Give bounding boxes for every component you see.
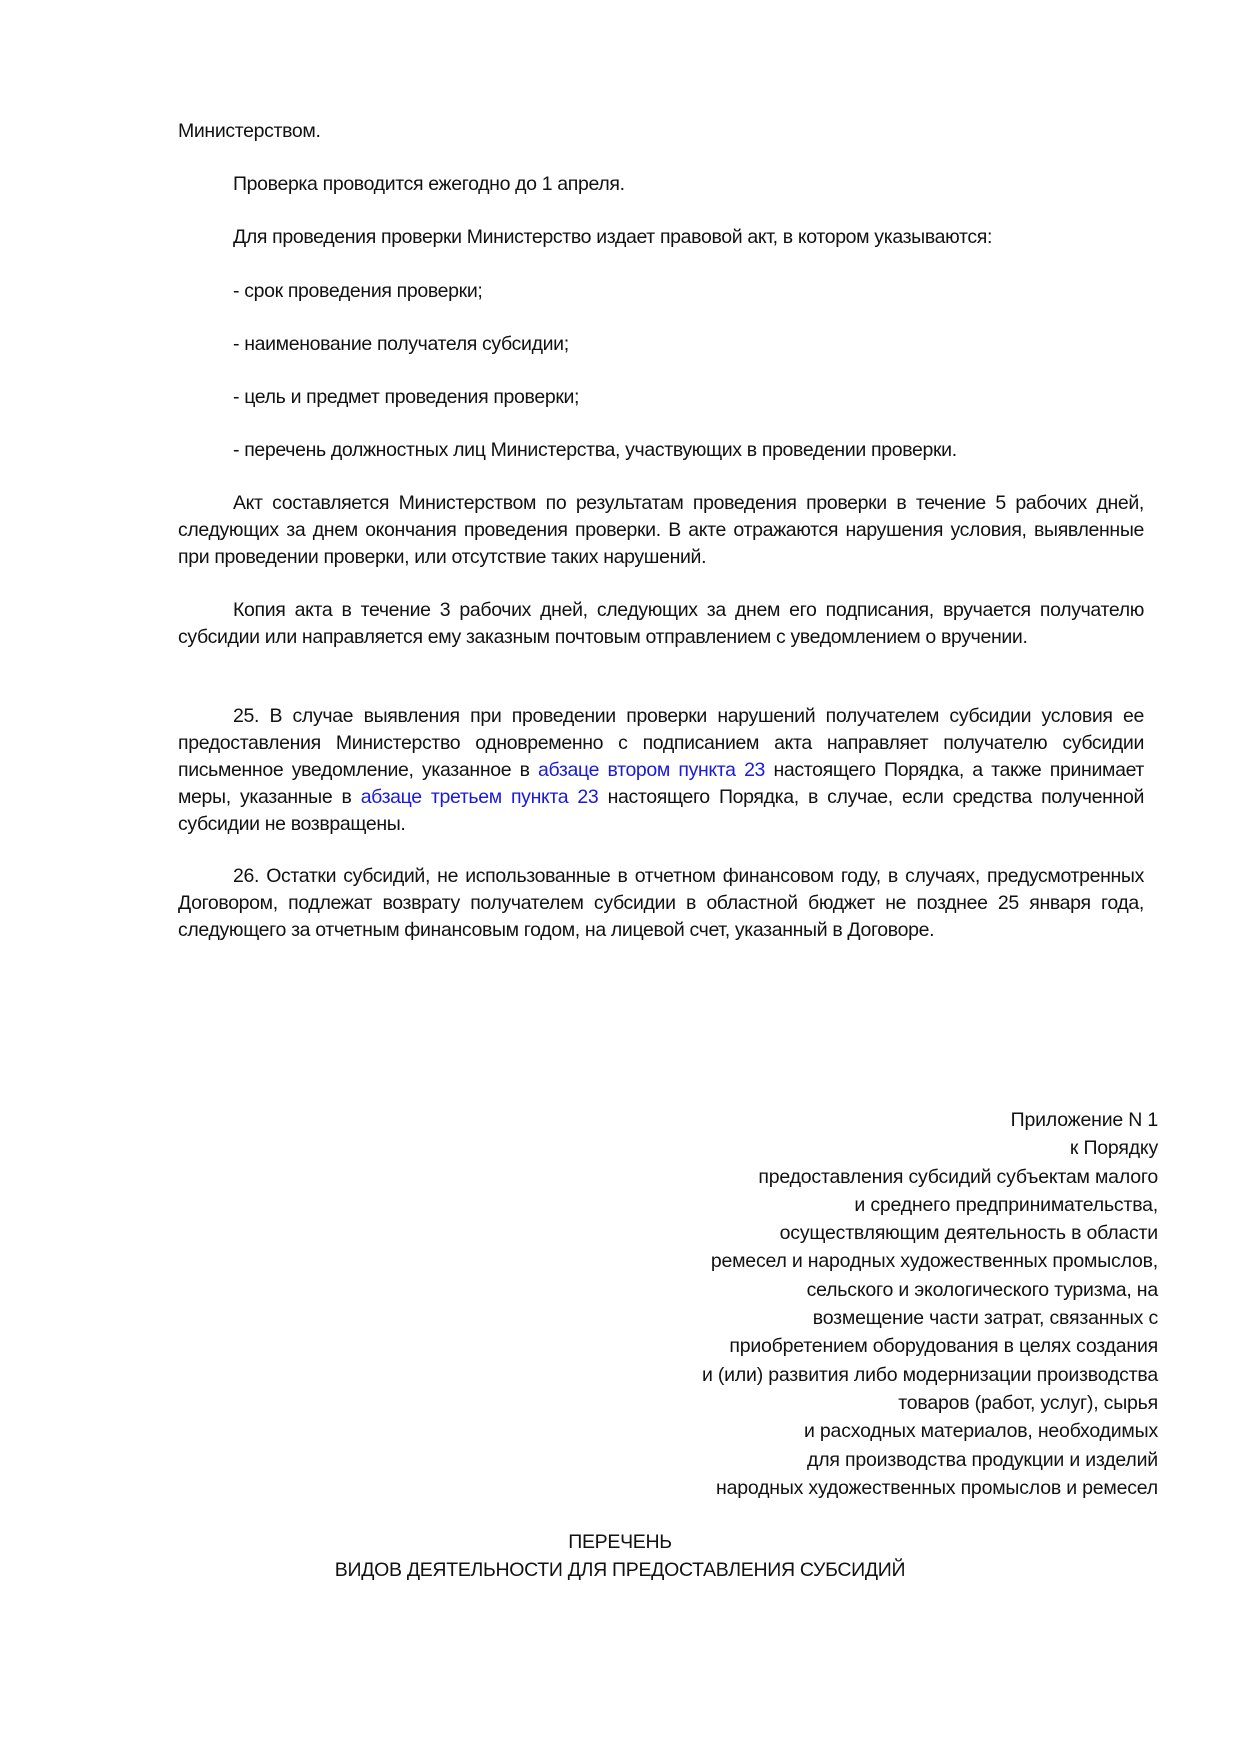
list-title: ПЕРЕЧЕНЬ	[568, 1531, 672, 1553]
link-paragraph-3-item-23[interactable]: абзаце третьем пункта 23	[360, 786, 599, 808]
appendix-line: и (или) развития либо модернизации производства	[701, 1363, 1158, 1386]
appendix-line: Приложение N 1	[1010, 1109, 1158, 1131]
appendix-header	[458, 1106, 1158, 1502]
list-subtitle: ВИДОВ ДЕЯТЕЛЬНОСТИ ДЛЯ ПРЕДОСТАВЛЕНИЯ СУБСИДИЙ	[334, 1559, 906, 1581]
paragraph-act-intro: Для проведения проверки Министерство издает правовой акт, в котором указываются:	[233, 226, 993, 248]
list-item: - срок проведения проверки;	[233, 280, 483, 302]
appendix-line: предоставления субсидий субъектам малого	[758, 1165, 1158, 1188]
appendix-line: для производства продукции и изделий	[807, 1448, 1158, 1471]
p25-text-1: 25. В случае выявления при проведении проверки нарушений получателем субсидии условия ее предоставления Министерство одновременно с подписанием акта направляет получателю субсидии письменное уведомление, указанное в	[178, 705, 1144, 781]
paragraph-act-compiled: Акт составляется Министерством по результатам проведения проверки в течение 5 рабочих дней, следующих за днем окончания проведения проверки. В акте отражаются нарушения условия, выявленные при проведении проверки, или отсутствие таких нарушений.	[178, 492, 1144, 568]
list-item: - наименование получателя субсидии;	[233, 333, 569, 355]
paragraph-25	[178, 703, 1144, 838]
appendix-line: возмещение части затрат, связанных с	[812, 1307, 1158, 1330]
appendix-line: к Порядку	[1069, 1137, 1158, 1160]
list-item: - цель и предмет проведения проверки;	[233, 386, 580, 408]
appendix-line: сельского и экологического туризма, на	[806, 1278, 1158, 1301]
appendix-line: приобретением оборудования в целях создания	[729, 1335, 1158, 1358]
link-paragraph-2-item-23[interactable]: абзаце втором пункта 23	[538, 759, 766, 781]
p25-text-3: настоящего Порядка, в случае, если средства полученной субсидии не возвращены.	[178, 786, 1144, 835]
appendix-line: ремесел и народных художественных промыслов,	[710, 1250, 1158, 1273]
paragraph-act-copy: Копия акта в течение 3 рабочих дней, следующих за днем его подписания, вручается получателю субсидии или направляется ему заказным почтовым отправлением с уведомлением о вручении.	[178, 599, 1144, 648]
list-item: - перечень должностных лиц Министерства, участвующих в проведении проверки.	[233, 439, 957, 461]
appendix-line: народных художественных промыслов и ремесел	[716, 1476, 1158, 1499]
appendix-line: осуществляющим деятельность в области	[779, 1222, 1158, 1245]
paragraph-check-date: Проверка проводится ежегодно до 1 апреля.	[233, 173, 625, 195]
continuation-text: Министерством.	[178, 120, 321, 142]
appendix-line: и расходных материалов, необходимых	[804, 1420, 1158, 1443]
paragraph-26: 26. Остатки субсидий, не использованные в отчетном финансовом году, в случаях, предусмотренных Договором, подлежат возврату получателем субсидии в областной бюджет не позднее 25 января года, следующего за отчетным финансовым годом, на лицевой счет, указанный в Договоре.	[178, 865, 1144, 941]
appendix-line: и среднего предпринимательства,	[854, 1193, 1158, 1216]
appendix-line: товаров (работ, услуг), сырья	[898, 1391, 1158, 1414]
p25-text-2: настоящего Порядка, а также принимает меры, указанные в	[178, 759, 1144, 808]
